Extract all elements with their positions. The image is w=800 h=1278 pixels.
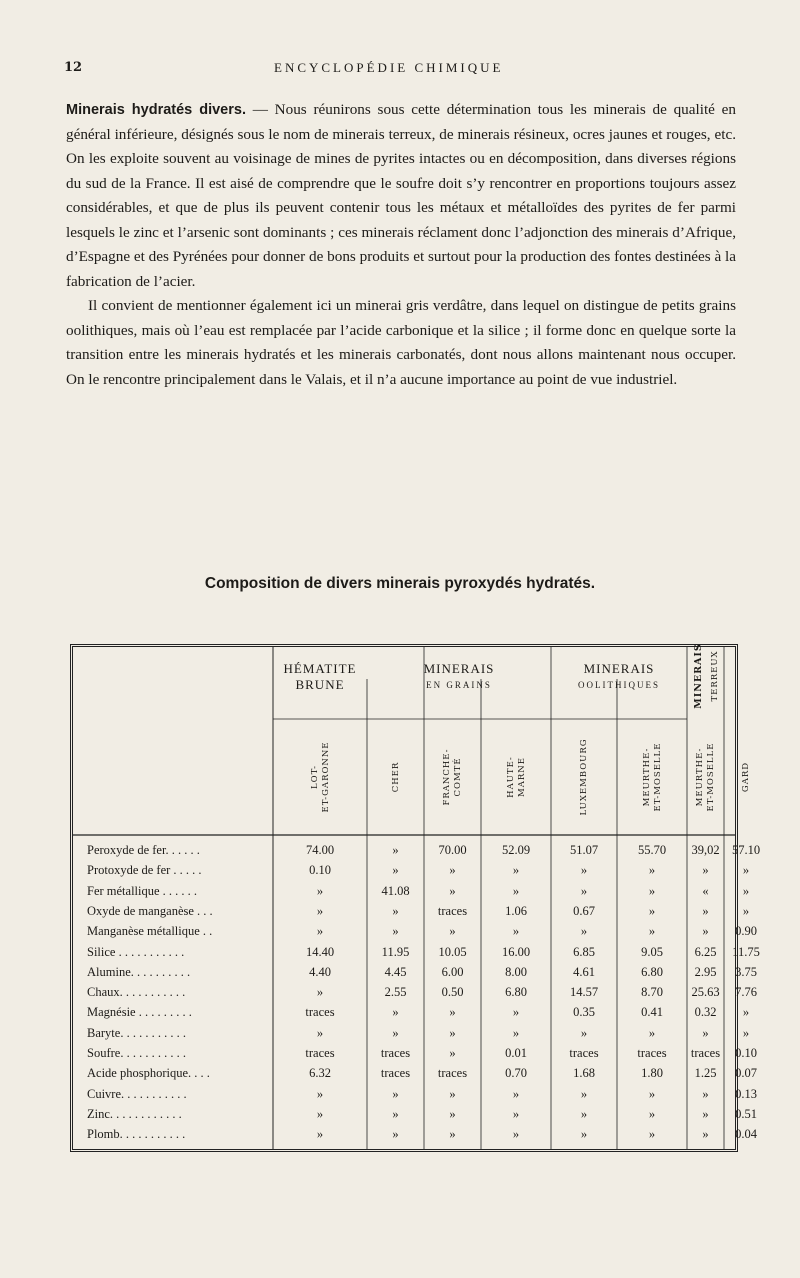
table-cell: 6.85: [573, 944, 595, 959]
table-cell: 0.35: [573, 1005, 595, 1020]
table-cell: 0.70: [505, 1066, 527, 1081]
column-header-5-line-1: ET-MOSELLE: [652, 742, 663, 812]
table-cell: 41.08: [381, 883, 410, 898]
table-cell: »: [449, 1005, 456, 1020]
table-cell: 4.61: [573, 964, 595, 979]
table-cell: 0.10: [309, 863, 331, 878]
table-cell: »: [449, 863, 456, 878]
table-cell: »: [702, 1127, 709, 1142]
table-cell: »: [316, 1127, 324, 1142]
table-cell: »: [580, 883, 588, 898]
table-cell: 14.57: [569, 985, 599, 1000]
table-cell: 0.90: [735, 924, 757, 939]
composition-table: [70, 643, 761, 1152]
table-cell: 16.00: [501, 944, 531, 959]
paragraph-1-lead: Minerais hydratés divers.: [66, 102, 246, 118]
table-cell: »: [316, 1025, 324, 1040]
table-cell: 9.05: [641, 944, 663, 959]
table-cell: »: [512, 1005, 520, 1020]
table-cell: 8.00: [505, 964, 527, 979]
group-oolith: [551, 661, 687, 693]
table-cell: »: [580, 924, 588, 939]
table-cell: 2.95: [694, 964, 717, 979]
table-cell: 10.05: [438, 944, 467, 959]
table-cell: »: [316, 924, 324, 939]
table-cell: »: [392, 1005, 399, 1020]
table-cell: »: [580, 1086, 588, 1101]
table-cell: 4.45: [384, 964, 407, 979]
group-oolith-sub: OOLITHIQUES: [578, 680, 660, 690]
table-cell: 3.75: [735, 964, 757, 979]
table-cell: »: [316, 1106, 324, 1121]
table-cell: traces: [305, 1005, 335, 1020]
table-cell: »: [316, 1086, 324, 1101]
table-cell: 55.70: [637, 843, 667, 857]
table-cell: 1.68: [573, 1066, 595, 1081]
table-cell: 11.75: [732, 944, 760, 959]
table-cell: »: [580, 1127, 588, 1142]
table-cell: »: [648, 1127, 656, 1142]
table-cell: 0.41: [641, 1005, 663, 1020]
row-label: Alumine. . . . . . . . . .: [87, 964, 191, 979]
table-cell: 1.80: [641, 1066, 663, 1081]
table-cell: 6.80: [641, 964, 663, 979]
column-header-6-line-1: ET-MOSELLE: [706, 742, 716, 812]
table-cell: »: [512, 883, 520, 898]
table-cell: »: [449, 1046, 456, 1060]
table-cell: 0.51: [735, 1106, 757, 1121]
table-cell: traces: [690, 1046, 721, 1060]
group-hematite-title: HÉMATITE: [283, 661, 357, 676]
table-cell: 8.70: [641, 985, 663, 1000]
row-label: Peroxyde de fer. . . . . .: [87, 843, 200, 857]
table-cell: »: [648, 924, 656, 939]
row-label: Acide phosphorique. . . .: [87, 1066, 210, 1081]
row-label: Soufre. . . . . . . . . . .: [87, 1046, 186, 1060]
table-cell: »: [742, 903, 750, 918]
table-cell: 0.07: [735, 1066, 757, 1081]
table-cell: »: [702, 903, 709, 918]
table-cell: 0.01: [505, 1046, 527, 1060]
table-cell: »: [702, 1086, 709, 1101]
column-header-3-line-1: MARNE: [516, 757, 527, 797]
table-cell: »: [449, 1025, 456, 1040]
table-cell: 57.10: [731, 843, 761, 857]
table-cell: traces: [569, 1046, 599, 1060]
table-cell: 7.76: [735, 985, 757, 1000]
body-text: [66, 98, 736, 392]
table-cell: 6.00: [441, 964, 464, 979]
group-terreux-1: MINERAIS: [693, 643, 704, 709]
running-title: ENCYCLOPÉDIE CHIMIQUE: [274, 60, 504, 75]
table-cell: traces: [380, 1046, 411, 1060]
column-header-7: GARD: [741, 761, 751, 793]
page-number: 12: [64, 60, 83, 75]
group-hematite-sub: BRUNE: [295, 677, 345, 692]
group-hematite: [273, 661, 367, 693]
table-cell: »: [392, 843, 399, 857]
row-label: Manganèse métallique . .: [87, 924, 213, 939]
group-oolith-title: MINERAIS: [583, 661, 655, 676]
table-cell: 2.55: [384, 985, 407, 1000]
table-cell: »: [449, 1127, 456, 1142]
table-cell: 0.13: [735, 1086, 757, 1101]
column-header-5-line-0: MEURTHE-: [641, 747, 652, 807]
paragraph-2: Il convient de mentionner également ici un minerai gris verdâtre, dans lequel on distingue de petits grains oolithiques, mais où l’eau est remplacée par l’acide carbonique et la silice ; il forme donc en quelque sorte la transition entre les minerais hydratés et les minerais carbonatés, dont nous allons maintenant nous occuper. On le rencontre principalement dans le Valais, et il n’a aucune importance au point de vue industriel.: [66, 297, 736, 388]
table-cell: »: [512, 1106, 520, 1121]
group-grains-sub: EN GRAINS: [426, 680, 492, 690]
group-grains-title: MINERAIS: [423, 661, 495, 676]
table-cell: »: [392, 1127, 399, 1142]
table-cell: 14.40: [305, 944, 335, 959]
table-cell: »: [512, 1025, 520, 1040]
table-cell: »: [648, 903, 656, 918]
table-cell: 11.95: [381, 944, 410, 959]
paragraph-1-text: — Nous réunirons sous cette détermination tous les minerais de qualité en général inférieure, désignés sous le nom de minerais terreux, de minerais résineux, ocres jaunes et rouges, etc. On les exploite souvent au voisinage de mines de pyrites intactes ou en décomposition, dans diverses régions du sud de la France. Il est aisé de comprendre que le soufre doit s’y rencontrer en proportions toujours assez considérables, et que de plus ils peuvent contenir tous les métaux et métalloïdes des pyrites de fer parmi lesquels le zinc et l’arsenic sont dominants ; ces minerais réclament donc l’adjonction des minerais d’Afrique, d’Espagne et des Pyrénées pour donner de bons produits et surtout pour la production des fontes destinées à la fabrication de l’acier.: [66, 101, 736, 290]
row-label: Plomb. . . . . . . . . . .: [87, 1127, 186, 1142]
row-label: Cuivre. . . . . . . . . . .: [87, 1086, 187, 1101]
table-cell: »: [392, 863, 399, 878]
table-cell: »: [512, 924, 520, 939]
table-cell: 52.09: [501, 843, 531, 857]
table-cell: »: [512, 1086, 520, 1101]
row-label: Baryte. . . . . . . . . . .: [87, 1025, 186, 1040]
table-cell: 39,02: [691, 843, 720, 857]
table-cell: »: [392, 1025, 399, 1040]
table-cell: 0.67: [573, 903, 595, 918]
table-cell: 6.32: [309, 1066, 331, 1081]
column-header-0-line-1: ET-GARONNE: [320, 741, 331, 813]
column-header-0-line-0: LOT-: [309, 764, 320, 790]
table-cell: 1.06: [505, 903, 527, 918]
table-cell: «: [702, 883, 709, 898]
table-cell: traces: [380, 1066, 411, 1081]
column-header-1: CHER: [390, 761, 401, 793]
row-label: Protoxyde de fer . . . . .: [87, 863, 202, 878]
table-cell: »: [742, 1005, 750, 1020]
table-cell: »: [316, 985, 324, 1000]
table-cell: »: [392, 1086, 399, 1101]
row-label: Magnésie . . . . . . . . .: [87, 1005, 192, 1020]
table-cell: 74.00: [305, 843, 335, 857]
table-cell: »: [702, 924, 709, 939]
table-cell: traces: [437, 1066, 468, 1081]
table-cell: traces: [437, 903, 468, 918]
table-cell: »: [449, 883, 456, 898]
table-cell: »: [702, 863, 709, 878]
table-cell: »: [702, 1106, 709, 1121]
table-cell: »: [316, 903, 324, 918]
table-cell: »: [648, 1025, 656, 1040]
table-cell: »: [648, 1106, 656, 1121]
row-label: Silice . . . . . . . . . . .: [87, 944, 185, 959]
paragraph-1: [66, 98, 736, 294]
table-cell: 1.25: [694, 1066, 717, 1081]
table-cell: traces: [637, 1046, 667, 1060]
table-cell: 6.80: [505, 985, 527, 1000]
table-cell: »: [392, 1106, 399, 1121]
table-cell: »: [512, 863, 520, 878]
table-cell: »: [648, 1086, 656, 1101]
row-label: Fer métallique . . . . . .: [87, 883, 198, 898]
column-header-6-line-0: MEURTHE-: [695, 747, 705, 807]
table-cell: 0.50: [441, 985, 464, 1000]
table-cell: »: [742, 863, 750, 878]
table-cell: 70.00: [438, 843, 467, 857]
table-cell: »: [392, 903, 399, 918]
column-header-3-line-0: HAUTE-: [505, 756, 516, 798]
table-cell: 0.10: [735, 1046, 757, 1060]
table-cell: »: [449, 924, 456, 939]
table-cell: 25.63: [691, 985, 720, 1000]
column-header-2-line-1: COMTÉ: [453, 757, 463, 797]
table-cell: »: [648, 863, 656, 878]
table-cell: traces: [305, 1046, 335, 1060]
table-title: Composition de divers minerais pyroxydés hydratés.: [204, 575, 596, 592]
table-cell: »: [512, 1127, 520, 1142]
table-cell: »: [648, 883, 656, 898]
column-header-4: LUXEMBOURG: [579, 738, 589, 816]
table-cell: 6.25: [694, 944, 717, 959]
row-label: Zinc. . . . . . . . . . . .: [87, 1106, 182, 1121]
row-label: Oxyde de manganèse . . .: [87, 903, 213, 918]
table-cell: 51.07: [569, 843, 599, 857]
table-cell: »: [580, 863, 588, 878]
table-cell: 0.04: [735, 1127, 757, 1142]
table-cell: »: [449, 1086, 456, 1101]
table-cell: »: [742, 1025, 750, 1040]
row-label: Chaux. . . . . . . . . . .: [87, 985, 186, 1000]
table-cell: »: [702, 1025, 709, 1040]
table-cell: »: [580, 1025, 588, 1040]
table-cell: 0.32: [694, 1005, 717, 1020]
table-cell: »: [316, 883, 324, 898]
table-cell: 4.40: [309, 964, 331, 979]
group-grains: [367, 661, 551, 693]
column-header-2-line-0: FRANCHE-: [442, 748, 452, 806]
group-terreux-2: TERREUX: [710, 650, 720, 702]
table-cell: »: [392, 924, 399, 939]
table-cell: »: [449, 1106, 456, 1121]
table-cell: »: [580, 1106, 588, 1121]
table-cell: »: [742, 883, 750, 898]
